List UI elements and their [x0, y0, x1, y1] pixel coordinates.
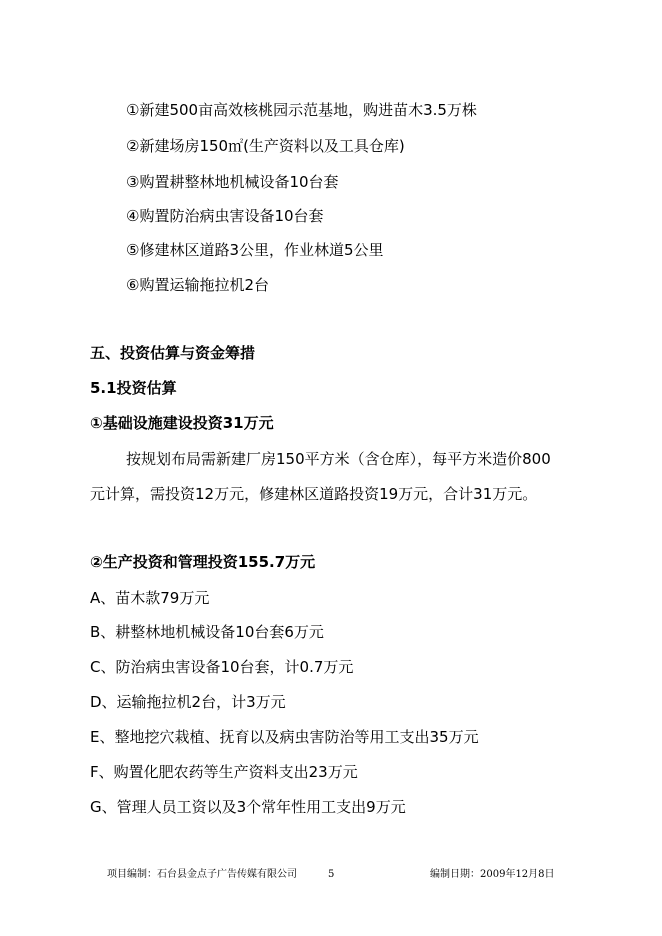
infrastructure-paragraph-line: 元计算，需投资12万元，修建林区道路投资19万元，合计31万元。 [90, 485, 538, 503]
production-item: D、运输拖拉机2台，计3万元 [90, 693, 286, 711]
footer-date: 编制日期：2009年12月8日 [430, 869, 555, 880]
production-item: G、管理人员工资以及3个常年性用工支出9万元 [90, 798, 406, 816]
project-item: ④购置防治病虫害设备10台套 [126, 207, 324, 225]
section-title: 五、投资估算与资金筹措 [90, 344, 256, 362]
production-item: F、购置化肥农药等生产资料支出23万元 [90, 763, 358, 781]
project-item: ③购置耕整林地机械设备10台套 [126, 173, 339, 191]
project-item: ①新建500亩高效核桃园示范基地，购进苗木3.5万株 [126, 101, 477, 119]
subsection-title: 5.1投资估算 [90, 379, 177, 397]
project-item: ⑤修建林区道路3公里，作业林道5公里 [126, 241, 384, 259]
infrastructure-heading: ①基础设施建设投资31万元 [90, 414, 274, 432]
production-item: E、整地挖穴栽植、抚育以及病虫害防治等用工支出35万元 [90, 728, 479, 746]
production-item: B、耕整林地机械设备10台套6万元 [90, 623, 324, 641]
footer-page-number: 5 [328, 869, 335, 880]
footer-compiler: 项目编制：石台县金点子广告传媒有限公司 [107, 869, 297, 880]
project-item: ⑥购置运输拖拉机2台 [126, 276, 269, 294]
production-item: C、防治病虫害设备10台套，计0.7万元 [90, 658, 354, 676]
production-heading: ②生产投资和管理投资155.7万元 [90, 553, 316, 571]
production-item: A、苗木款79万元 [90, 589, 210, 607]
project-item: ②新建场房150㎡(生产资料以及工具仓库) [126, 137, 405, 155]
infrastructure-paragraph-line: 按规划布局需新建厂房150平方米（含仓库），每平方米造价800 [126, 450, 551, 468]
